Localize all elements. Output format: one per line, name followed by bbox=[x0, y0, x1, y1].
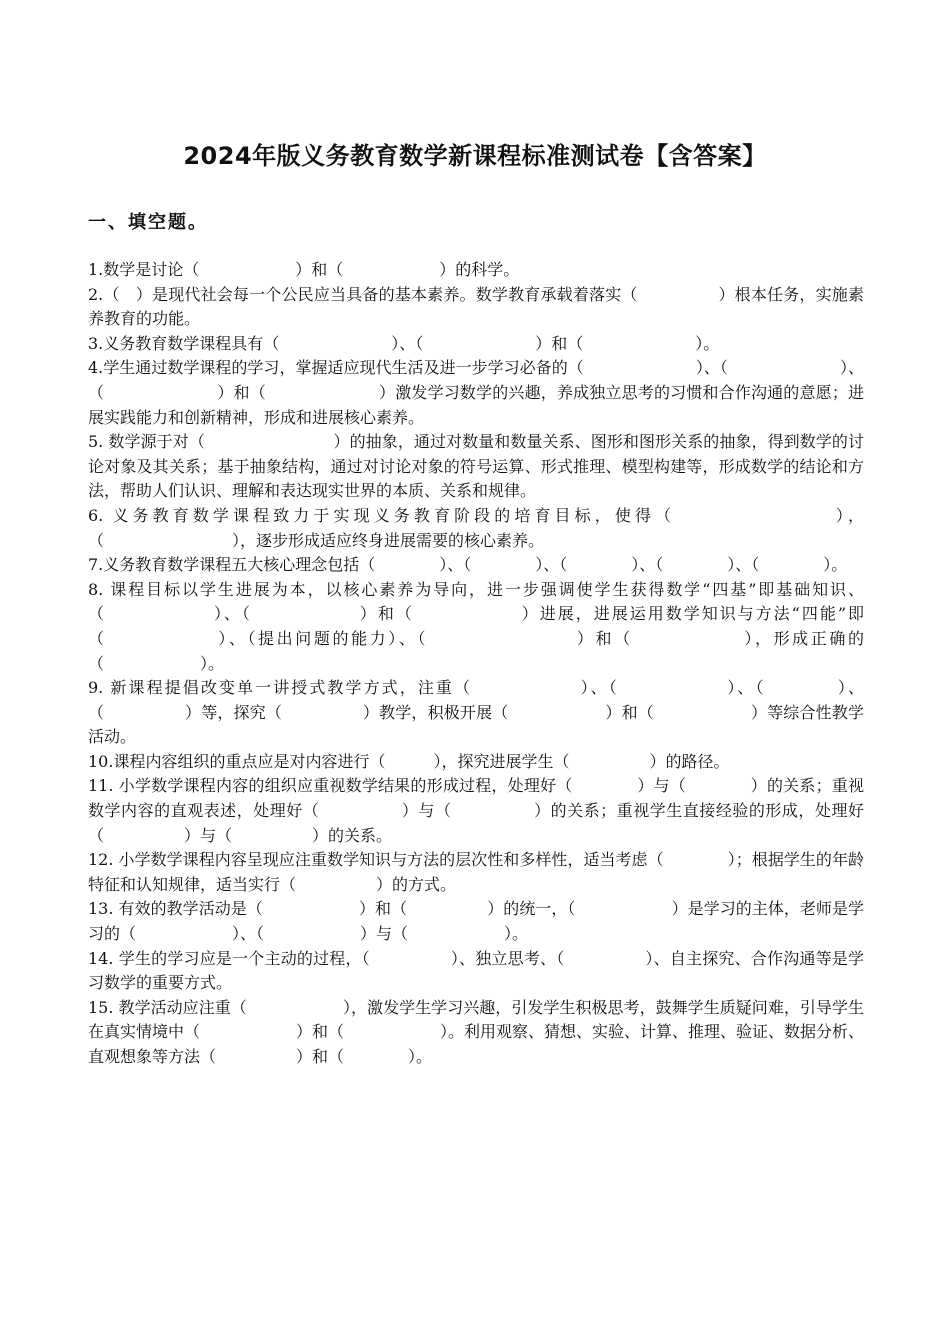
question-3: 3.义务教育数学课程具有（ ）、（ ）和（ ）。 bbox=[88, 333, 720, 353]
section-heading: 一、填空题。 bbox=[88, 212, 208, 233]
question-4: 4.学生通过数学课程的学习，掌握适应现代生活及进一步学习必备的（ ）、（ ）、（ ）和（ ）激发学习数学的兴趣，养成独立思考的习惯和合作沟通的意愿；进展实践能力和创新精神，形成和进展核心素养。 bbox=[88, 358, 864, 427]
document-title: 2024年版义务教育数学新课程标准测试卷【含答案】 bbox=[183, 142, 767, 170]
question-11: 11. 小学数学课程内容的组织应重视数学结果的形成过程，处理好（ ）与（ ）的关系；重视数学内容的直观表述，处理好（ ）与（ ）的关系；重视学生直接经验的形成，处理好（ ）与（ ）的关系。 bbox=[88, 776, 864, 845]
question-10: 10.课程内容组织的重点应是对内容进行（ ），探究进展学生（ ）的路径。 bbox=[88, 751, 730, 771]
question-12: 12. 小学数学课程内容呈现应注重数学知识与方法的层次性和多样性，适当考虑（ ）；根据学生的年龄特征和认知规律，适当实行（ ）的方式。 bbox=[88, 850, 864, 894]
question-9: 9. 新课程提倡改变单一讲授式教学方式，注重（ ）、（ ）、（ ）、（ ）等，探究（ ）教学，积极开展（ ）和（ ）等综合性教学活动。 bbox=[88, 678, 864, 747]
question-7: 7.义务教育数学课程五大核心理念包括（ ）、（ ）、（ ）、（ ）、（ ）。 bbox=[88, 555, 848, 575]
question-2: 2.（ ）是现代社会每一个公民应当具备的基本素养。数学教育承载着落实（ ）根本任务，实施素养教育的功能。 bbox=[88, 284, 864, 329]
question-5: 5. 数学源于对（ ）的抽象，通过对数量和数量关系、图形和图形关系的抽象，得到数学的讨论对象及其关系；基于抽象结构，通过对讨论对象的符号运算、形式推理、模型构建等，形成数学的结论和方法，帮助人们认识、理解和表达现实世界的本质、关系和规律。 bbox=[88, 432, 864, 501]
question-list bbox=[88, 258, 864, 1070]
question-13: 13. 有效的教学活动是（ ）和（ ）的统一，（ ）是学习的主体，老师是学习的（ ）、（ ）与（ ）。 bbox=[88, 899, 864, 944]
question-1: 1.数学是讨论（ ）和（ ）的科学。 bbox=[88, 260, 520, 279]
question-6: 6. 义务教育数学课程致力于实现义务教育阶段的培育目标，使得（ ），（ ），逐步形成适应终身进展需要的核心素养。 bbox=[88, 505, 864, 550]
question-8: 8. 课程目标以学生进展为本，以核心素养为导向，进一步强调使学生获得数学“四基”即基础知识、（ ）、（ ）和（ ）进展，进展运用数学知识与方法“四能”即（ ）、（提出问题的能力）、（ ）和（ ），形成正确的（ ）。 bbox=[88, 579, 864, 673]
question-14: 14. 学生的学习应是一个主动的过程，（ ）、独立思考、（ ）、自主探究、合作沟通等是学习数学的重要方式。 bbox=[88, 948, 864, 993]
question-15: 15. 教学活动应注重（ ），激发学生学习兴趣，引发学生积极思考，鼓舞学生质疑问难，引导学生在真实情境中（ ）和（ ）。利用观察、猜想、实验、计算、推理、验证、数据分析、直观想象等方法（ ）和（ ）。 bbox=[88, 997, 865, 1066]
